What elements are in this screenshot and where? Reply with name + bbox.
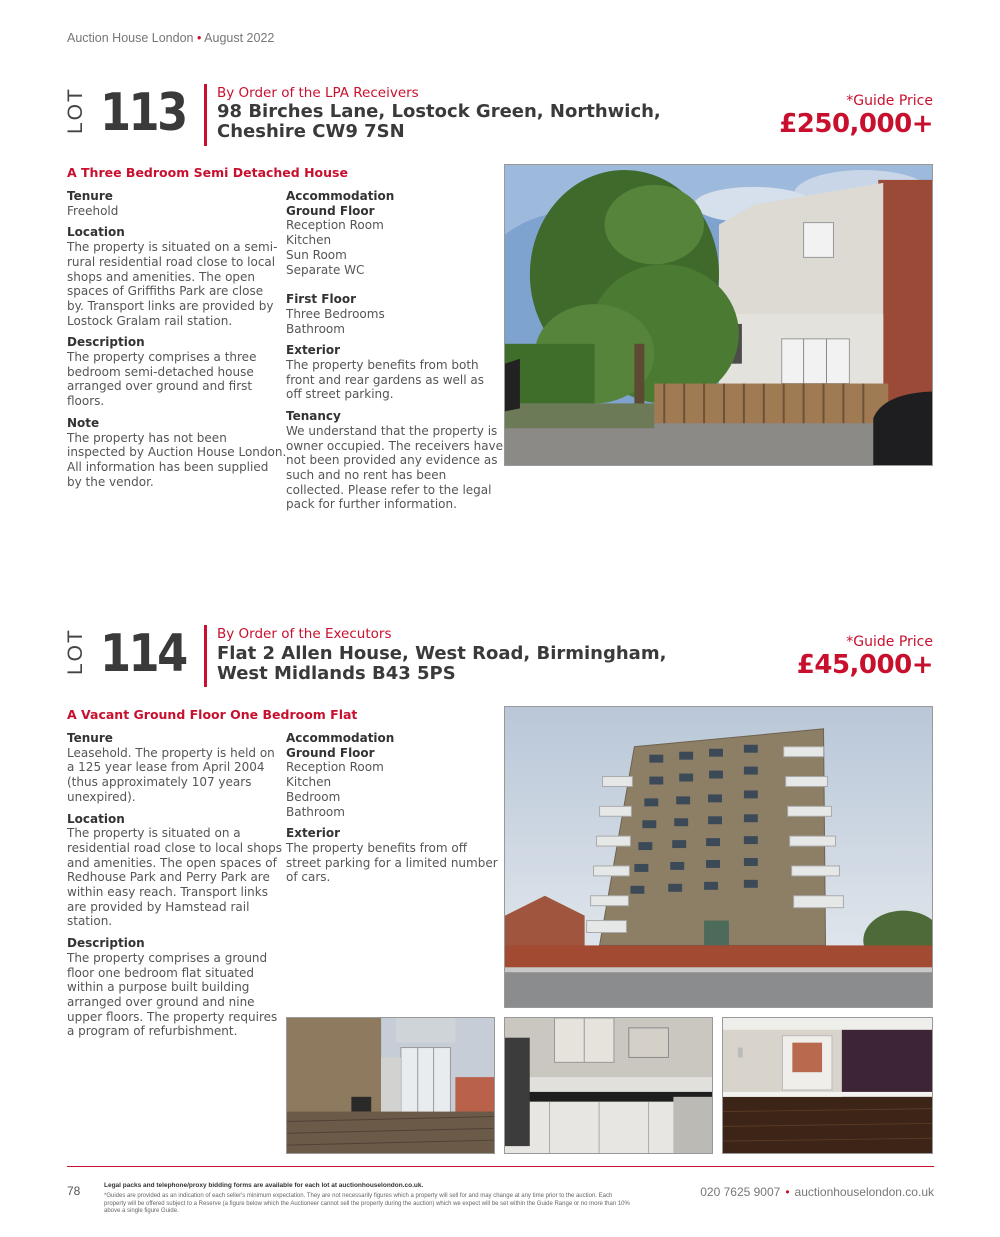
details-right-column — [286, 731, 498, 892]
exterior-line: front and rear gardens as well as — [286, 372, 484, 387]
tenure-line: Leasehold. The property is held on — [67, 745, 275, 760]
property-type: A Vacant Ground Floor One Bedroom Flat — [67, 707, 358, 722]
contact-info — [700, 1185, 934, 1199]
room-item: Three Bedrooms — [286, 306, 385, 321]
description-line: floors. — [67, 394, 105, 409]
location-line: station. — [67, 914, 113, 929]
description-line: a program of refurbishment. — [67, 1024, 238, 1039]
tenure-line: (thus approximately 107 years — [67, 775, 252, 790]
exterior-line: The property benefits from both — [286, 358, 479, 373]
exterior-line: of cars. — [286, 870, 331, 885]
property-photo — [286, 1017, 495, 1154]
tenancy-heading: Tenancy — [286, 409, 341, 424]
note-heading: Note — [67, 415, 100, 430]
tenancy-line: such and no rent has been — [286, 467, 447, 482]
description-heading: Description — [67, 936, 145, 951]
tenure-text: Freehold — [67, 203, 119, 218]
header-separator: • — [196, 31, 202, 45]
room-item: Reception Room — [286, 218, 384, 233]
room-item: Sun Room — [286, 247, 347, 262]
lot-label: LOT — [64, 87, 87, 134]
address-line-2: West Midlands B43 5PS — [217, 663, 456, 684]
property-type: A Three Bedroom Semi Detached House — [67, 165, 348, 180]
lot-number: 114 — [100, 624, 186, 684]
location-line: The property is situated on a semi- — [67, 240, 278, 255]
exterior-line: off street parking. — [286, 387, 394, 402]
room-item: Reception Room — [286, 760, 384, 775]
guide-disclaimer: *Guides are provided as an indication of each seller's minimum expectation. They are not necessarily figures which a property will sell for and may change at any time prior to the auction. Each property will be offered subject to a Reserve (a figure below which the Auctioneer cannot sell the property during the auction) which we expect will be set within the Guide Range or no more than 10% above a single figure Guide. — [104, 1193, 630, 1215]
room-item: Kitchen — [286, 233, 332, 248]
exterior-line: street parking for a limited number — [286, 855, 498, 870]
lot-divider — [204, 84, 207, 146]
location-line: are provided by Hamstead rail — [67, 899, 250, 914]
address-line-2: Cheshire CW9 7SN — [217, 121, 405, 142]
details-right-column — [286, 189, 504, 519]
lot-label: LOT — [64, 628, 87, 675]
guide-price-label: *Guide Price — [846, 93, 933, 109]
details-left-column — [67, 731, 282, 1046]
seller-order: By Order of the LPA Receivers — [217, 85, 419, 101]
tenure-heading: Tenure — [67, 189, 113, 203]
note-line: by the vendor. — [67, 474, 154, 489]
ground-floor-heading: Ground Floor — [286, 203, 375, 218]
property-address — [217, 102, 661, 142]
location-line: shops and amenities. The open — [67, 269, 256, 284]
lot-number: 113 — [100, 83, 186, 143]
note-line: The property has not been — [67, 430, 227, 445]
seller-order: By Order of the Executors — [217, 626, 392, 642]
accommodation-heading: Accommodation — [286, 189, 395, 203]
legal-notice: Legal packs and telephone/proxy bidding forms are available for each lot at auctionhouselondon.co.uk. — [104, 1182, 424, 1189]
description-heading: Description — [67, 335, 145, 350]
room-item: Separate WC — [286, 262, 365, 277]
description-line: floor one bedroom flat situated — [67, 965, 254, 980]
guide-price-label: *Guide Price — [846, 634, 933, 650]
note-line: All information has been supplied — [67, 459, 269, 474]
exterior-heading: Exterior — [286, 826, 341, 841]
guide-price: £250,000+ — [779, 109, 933, 139]
description-line: The property comprises a ground — [67, 950, 268, 965]
property-photo — [504, 706, 933, 1008]
lot-divider — [204, 625, 207, 687]
website-link[interactable]: auctionhouselondon.co.uk — [794, 1185, 934, 1199]
location-heading: Location — [67, 811, 125, 826]
contact-separator: • — [785, 1185, 790, 1199]
issue-date: August 2022 — [204, 31, 275, 45]
location-line: residential road close to local shops — [67, 840, 283, 855]
tenancy-line: We understand that the property is — [286, 423, 498, 438]
tenancy-line: not been provided any evidence as — [286, 453, 498, 468]
tenure-line: a 125 year lease from April 2004 — [67, 760, 265, 775]
location-line: and amenities. The open spaces of — [67, 855, 277, 870]
footer-rule — [67, 1166, 934, 1167]
details-left-column — [67, 189, 287, 496]
room-item: Bathroom — [286, 804, 345, 819]
location-line: spaces of Griffiths Park are close — [67, 284, 264, 299]
address-line-1: Flat 2 Allen House, West Road, Birmingham, — [217, 643, 667, 664]
description-line: The property comprises a three — [67, 350, 257, 365]
note-line: inspected by Auction House London. — [67, 445, 287, 460]
description-line: arranged over ground and nine — [67, 994, 255, 1009]
property-photo — [504, 1017, 713, 1154]
exterior-line: The property benefits from off — [286, 840, 467, 855]
tenure-line: unexpired). — [67, 789, 136, 804]
description-line: upper floors. The property requires — [67, 1009, 278, 1024]
location-heading: Location — [67, 225, 125, 240]
phone-number: 020 7625 9007 — [700, 1185, 781, 1199]
guide-price: £45,000+ — [796, 650, 933, 680]
first-floor-heading: First Floor — [286, 292, 357, 307]
page-number: 78 — [67, 1184, 81, 1198]
publisher-name: Auction House London — [67, 31, 194, 45]
address-line-1: 98 Birches Lane, Lostock Green, Northwich, — [217, 101, 661, 122]
exterior-heading: Exterior — [286, 343, 341, 358]
tenancy-line: pack for further information. — [286, 497, 457, 512]
tenure-heading: Tenure — [67, 731, 113, 745]
room-item: Bathroom — [286, 321, 345, 336]
location-line: The property is situated on a — [67, 826, 241, 841]
property-photo — [722, 1017, 933, 1154]
room-item: Bedroom — [286, 789, 341, 804]
location-line: rural residential road close to local — [67, 254, 276, 269]
room-item: Kitchen — [286, 775, 332, 790]
location-line: within easy reach. Transport links — [67, 885, 268, 900]
accommodation-heading: Accommodation — [286, 731, 395, 745]
description-line: arranged over ground and first — [67, 379, 253, 394]
property-photo — [504, 164, 933, 466]
description-line: within a purpose built building — [67, 980, 250, 995]
tenancy-line: owner occupied. The receivers have — [286, 438, 504, 453]
location-line: Lostock Gralam rail station. — [67, 313, 233, 328]
ground-floor-heading: Ground Floor — [286, 745, 375, 760]
location-line: by. Transport links are provided by — [67, 298, 274, 313]
tenancy-line: collected. Please refer to the legal — [286, 482, 492, 497]
location-line: Redhouse Park and Perry Park are — [67, 870, 270, 885]
description-line: bedroom semi-detached house — [67, 364, 254, 379]
property-address — [217, 644, 666, 684]
running-header — [67, 31, 274, 45]
